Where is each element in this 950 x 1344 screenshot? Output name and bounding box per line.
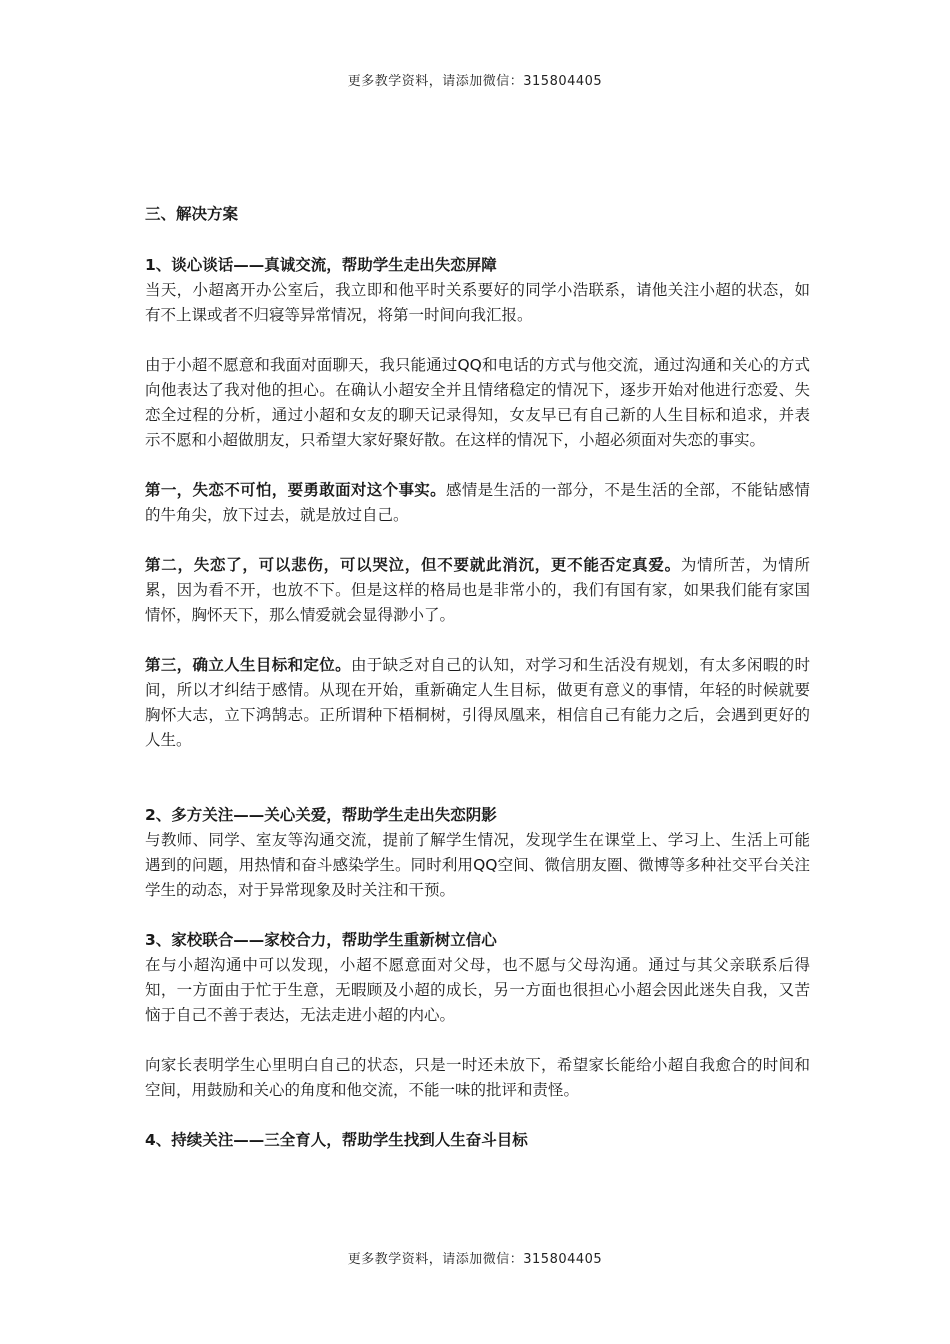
page-footer: 更多教学资料，请添加微信：315804405 xyxy=(347,1252,603,1267)
point-two-text: 为情所苦，为情所累，因为看不开，也放不下。但是这样的格局也是非常小的，我们有国有家，如果我们能有家国情怀，胸怀天下，那么情爱就会显得渺小了。 xyxy=(145,556,810,624)
point-one-lead: 第一，失恋不可怕，要勇敢面对这个事实。 xyxy=(145,481,446,499)
paragraph-1-2: 由于小超不愿意和我面对面聊天，我只能通过QQ和电话的方式与他交流，通过沟通和关心的方式向他表达了我对他的担心。在确认小超安全并且情绪稳定的情况下，逐步开始对他进行恋爱、失恋全过程的分析，通过小超和女友的聊天记录得知，女友早已有自己新的人生目标和追求，并表示不愿和小超做朋友，只希望大家好聚好散。在这样的情况下，小超必须面对失恋的事实。 xyxy=(145,356,810,449)
paragraph-3-1: 在与小超沟通中可以发现，小超不愿意面对父母，也不愿与父母沟通。通过与其父亲联系后得知，一方面由于忙于生意，无暇顾及小超的成长，另一方面也很担心小超会因此迷失自我，又苦恼于自己不善于表达，无法走进小超的内心。 xyxy=(145,956,810,1024)
section-title: 三、解决方案 xyxy=(145,205,239,223)
point-one-text: 感情是生活的一部分，不是生活的全部，不能钻感情的牛角尖，放下过去，就是放过自己。 xyxy=(145,481,810,524)
paragraph-1-5 xyxy=(145,653,810,753)
paragraph-1-3 xyxy=(145,478,810,528)
paragraph-1-1: 当天，小超离开办公室后，我立即和他平时关系要好的同学小浩联系，请他关注小超的状态，如有不上课或者不归寝等异常情况，将第一时间向我汇报。 xyxy=(145,281,810,324)
paragraph-3-2: 向家长表明学生心里明白自己的状态，只是一时还未放下，希望家长能给小超自我愈合的时间和空间，用鼓励和关心的角度和他交流，不能一味的批评和责怪。 xyxy=(145,1056,810,1099)
point-three-text: 由于缺乏对自己的认知，对学习和生活没有规划，有太多闲暇的时间，所以才纠结于感情。从现在开始，重新确定人生目标，做更有意义的事情，年轻的时候就要胸怀大志，立下鸿鹄志。正所谓种下梧桐树，引得凤凰来，相信自己有能力之后，会遇到更好的人生。 xyxy=(145,656,810,749)
heading-part-3: 3、家校联合——家校合力，帮助学生重新树立信心 xyxy=(145,931,497,949)
paragraph-2-1: 与教师、同学、室友等沟通交流，提前了解学生情况，发现学生在课堂上、学习上、生活上可能遇到的问题，用热情和奋斗感染学生。同时利用QQ空间、微信朋友圈、微博等多种社交平台关注学生的动态，对于异常现象及时关注和干预。 xyxy=(145,831,810,899)
heading-part-2: 2、多方关注——关心关爱，帮助学生走出失恋阴影 xyxy=(145,806,497,824)
page-header: 更多教学资料，请添加微信：315804405 xyxy=(347,74,603,89)
document-body xyxy=(145,202,810,1153)
paragraph-1-4 xyxy=(145,553,810,628)
point-three-lead: 第三，确立人生目标和定位。 xyxy=(145,656,351,674)
spacer xyxy=(145,778,810,803)
point-two-lead: 第二，失恋了，可以悲伤，可以哭泣，但不要就此消沉，更不能否定真爱。 xyxy=(145,556,681,574)
heading-part-1: 1、谈心谈话——真诚交流，帮助学生走出失恋屏障 xyxy=(145,256,497,274)
heading-part-4: 4、持续关注——三全育人，帮助学生找到人生奋斗目标 xyxy=(145,1131,528,1149)
